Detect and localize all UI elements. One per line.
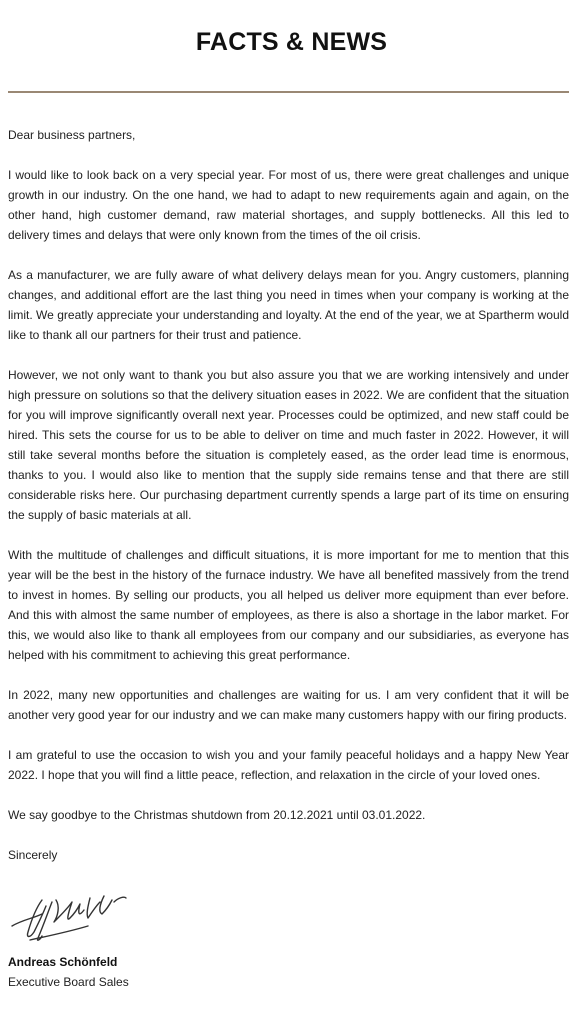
page-title: FACTS & NEWS xyxy=(195,28,388,56)
letter-paragraph: In 2022, many new opportunities and challenges are waiting for us. I am very confident that it will be another very good year for our industry and we can make many customers happy with our firing products. xyxy=(8,688,569,722)
letter-paragraph: As a manufacturer, we are fully aware of what delivery delays mean for you. Angry customers, planning changes, and additional effort are the last thing you need in times when your company is working at the limit. We greatly appreciate your understanding and loyalty. At the end of the year, we at Spartherm would like to thank all our partners for their trust and patience. xyxy=(8,268,569,342)
salutation: Dear business partners, xyxy=(8,128,136,142)
letter-body xyxy=(8,125,569,885)
letter-paragraph: I am grateful to use the occasion to wish you and your family peaceful holidays and a happy New Year 2022. I hope that you will find a little peace, reflection, and relaxation in the circle of your loved ones. xyxy=(8,748,569,782)
closing: Sincerely xyxy=(8,848,58,862)
letter-paragraph: We say goodbye to the Christmas shutdown from 20.12.2021 until 03.01.2022. xyxy=(8,808,426,822)
letter-paragraph: However, we not only want to thank you but also assure you that we are working intensively and under high pressure on solutions so that the delivery situation eases in 2022. We are confident that the situation for you will improve significantly overall next year. Processes could be optimized, and new staff could be hired. This sets the course for us to be able to deliver on time and much faster in 2022. However, it will still take several months before the situation is completely eased, as the order lead time is enormous, thanks to you. I would also like to mention that the supply side remains tense and that there are still considerable risks here. Our purchasing department currently spends a large part of its time on ensuring the supply of basic materials at all. xyxy=(8,368,569,522)
letter-paragraph: With the multitude of challenges and difficult situations, it is more important for me to mention that this year will be the best in the history of the furnace industry. We have all benefited massively from the trend to invest in homes. By selling our products, you all helped us deliver more equipment than ever before. And this with almost the same number of employees, as there is also a shortage in the labor market. For this, we would also like to thank all employees from our company and our subsidiaries, as everyone has helped with his commitment to achieving this great performance. xyxy=(8,548,569,662)
signer-role: Executive Board Sales xyxy=(8,975,129,989)
title-divider xyxy=(8,91,569,93)
signer-name: Andreas Schönfeld xyxy=(8,955,118,969)
letter-paragraph: I would like to look back on a very special year. For most of us, there were great challenges and unique growth in our industry. On the one hand, we had to adapt to new requirements again and again, on the other hand, high customer demand, raw material shortages, and supply bottlenecks. All this led to delivery times and delays that were only known from the times of the oil crisis. xyxy=(8,168,569,242)
signature-icon xyxy=(8,892,128,948)
